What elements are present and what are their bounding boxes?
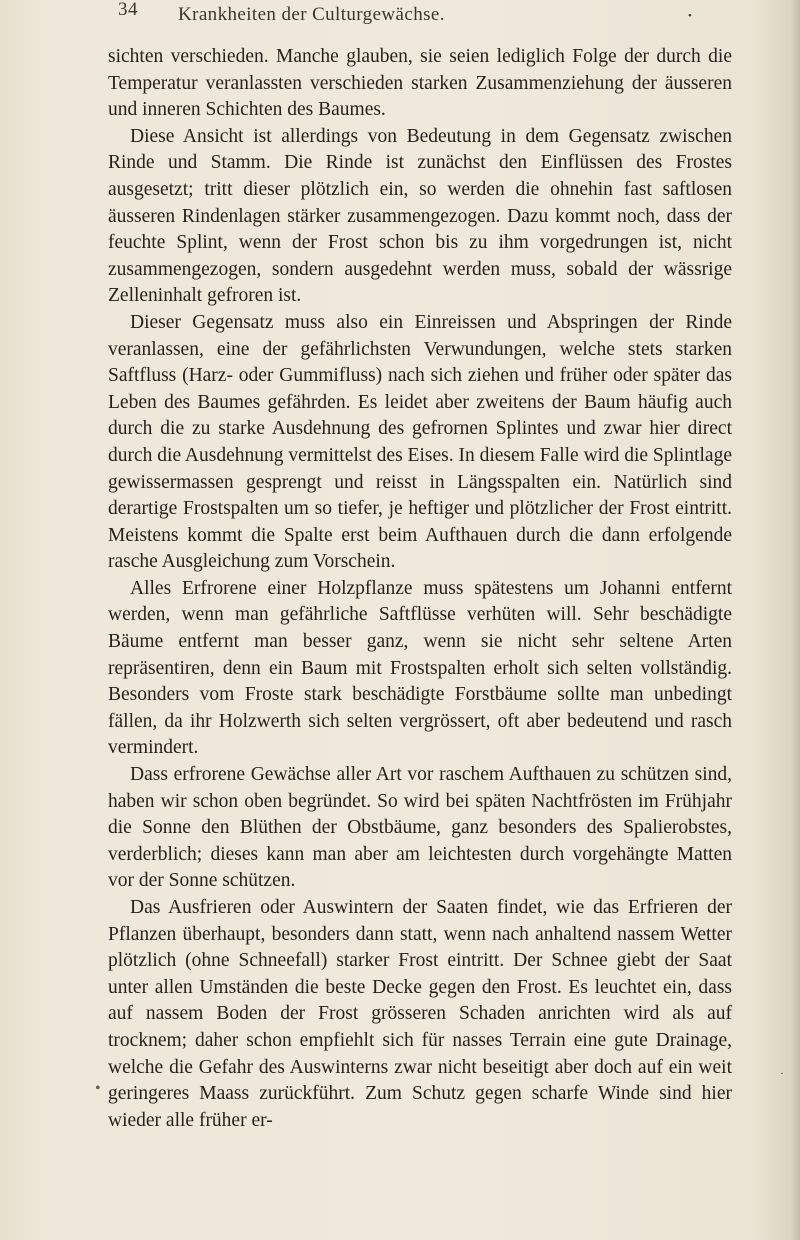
running-head xyxy=(118,0,718,28)
page-edge-shadow xyxy=(790,0,800,1240)
paragraph: Das Ausfrieren oder Auswintern der Saaten findet, wie das Erfrieren der Pflanzen überhaupt, besonders dann statt, wenn nach anhaltend nassem Wetter plötzlich (ohne Schneefall) starker Frost eintritt. Der Schnee giebt der Saat unter allen Umständen die beste Decke gegen den Frost. Es leuchtet ein, dass auf nassem Boden der Frost grösseren Schaden anrichten wird als auf trocknem; daher schon empfiehlt sich für nasses Terrain eine gute Drainage, welche die Gefahr des Auswinterns zwar nicht beseitigt aber doch auf ein weit geringeres Maass zurückführt. Zum Schutz gegen scharfe Winde sind hier wieder alle früher er- xyxy=(108,897,732,1131)
page-number: 34 xyxy=(118,0,138,20)
body-text xyxy=(108,44,732,1134)
running-title: Krankheiten der Culturgewächse. xyxy=(178,4,445,25)
header-ornament: • xyxy=(688,10,692,22)
paragraph: Alles Erfrorene einer Holzpflanze muss spätestens um Johanni entfernt werden, wenn man gefährliche Saftflüsse verhüten will. Sehr beschädigte Bäume entfernt man besser ganz, wenn sie nicht sehr seltene Arten repräsentiren, denn ein Baum mit Frostspalten erholt sich selten vollständig. Besonders vom Froste stark beschädigte Forstbäume sollte man unbedingt fällen, da ihr Holzwerth sich selten vergrössert, oft aber bedeutend und rasch vermindert. xyxy=(108,577,732,759)
paragraph-continuation: sichten verschieden. Manche glauben, sie seien lediglich Folge der durch die Temperatur veranlassten verschieden starken Zusammenziehung der äusseren und inneren Schichten des Baumes. xyxy=(108,46,732,121)
paragraph: Diese Ansicht ist allerdings von Bedeutung in dem Gegensatz zwischen Rinde und Stamm. Die Rinde ist zunächst den Einflüssen des Frostes ausgesetzt; tritt dieser plötzlich ein, so werden die ohnehin fast saftlosen äusseren Rindenlagen stärker zusammengezogen. Dazu kommt noch, dass der feuchte Splint, wenn der Frost schon bis zu ihm vorgedrungen ist, nicht zusammengezogen, sondern ausgedehnt werden muss, sobald der wässrige Zelleninhalt gefroren ist. xyxy=(108,125,732,307)
edge-mark: · xyxy=(780,1066,784,1080)
paragraph: Dass erfrorene Gewächse aller Art vor raschem Aufthauen zu schützen sind, haben wir schon oben begründet. So wird bei späten Nachtfrösten im Frühjahr die Sonne den Blüthen der Obstbäume, ganz besonders des Spalierobstes, verderblich; dieses kann man aber am leichtesten durch vorgehängte Matten vor der Sonne schützen. xyxy=(108,764,732,892)
margin-mark: • xyxy=(95,1080,101,1097)
paragraph: Dieser Gegensatz muss also ein Einreissen und Abspringen der Rinde veranlassen, eine der gefährlichsten Verwundungen, welche stets starken Saftfluss (Harz- oder Gummifluss) nach sich ziehen und früher oder später das Leben des Baumes gefährden. Es leidet aber zweitens der Baum häufig auch durch die zu starke Ausdehnung des gefrornen Splintes und zwar hier direct durch die Ausdehnung vermittelst des Eises. In diesem Falle wird die Splintlage gewissermassen gesprengt und reisst in Längsspalten ein. Natürlich sind derartige Frostspalten um so tiefer, je heftiger und plötzlicher der Frost eintritt. Meistens kommt die Spalte erst beim Aufthauen durch die dann erfolgende rasche Ausgleichung zum Vorschein. xyxy=(108,311,732,573)
